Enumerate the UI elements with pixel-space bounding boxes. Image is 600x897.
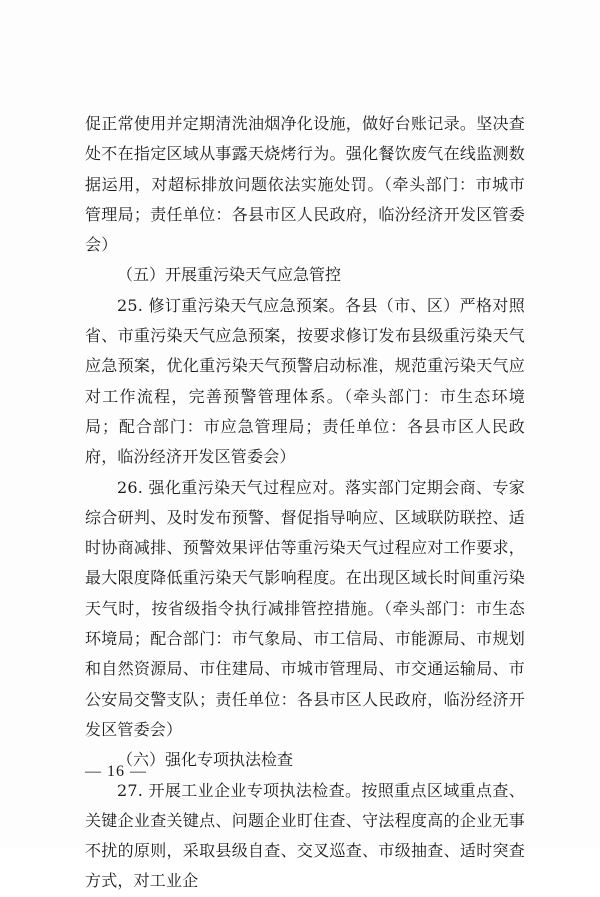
paragraph-item-26: 26. 强化重污染天气过程应对。落实部门定期会商、专家综合研判、及时发布预警、督促指导响应、区域联防联控、适时协商减排、预警效果评估等重污染天气过程应对工作要求，最大限度降低重污染天气影响程度。在出现区域长时间重污染天气时，按省级指令执行减排管控措施。（牵头部门：市生态环境局；配合部门：市气象局、市工信局、市能源局、市规划和自然资源局、市住建局、市城市管理局、市交通运输局、市公安局交警支队；责任单位：各县市区人民政府，临汾经济开发区管委会） — [85, 477, 525, 739]
paragraph-item-27: 27. 开展工业企业专项执法检查。按照重点区域重点查、关键企业查关键点、问题企业盯住查、守法程度高的企业无事不扰的原则，采取县级自查、交叉巡查、市级抽查、适时突查方式，对工业企 — [85, 780, 525, 891]
paragraph-restaurant-fumes: 促正常使用并定期清洗油烟净化设施，做好台账记录。坚决查处不在指定区域从事露天烧烤行为。强化餐饮废气在线监测数据运用，对超标排放问题依法实施处罚。（牵头部门：市城市管理局；责任单位：各县市区人民政府，临汾经济开发区管委会） — [85, 114, 525, 255]
paragraph-item-25: 25. 修订重污染天气应急预案。各县（市、区）严格对照省、市重污染天气应急预案，按要求修订发布县级重污染天气应急预案，优化重污染天气预警启动标准，规范重污染天气应对工作流程，完善预警管理体系。（牵头部门：市生态环境局；配合部门：市应急管理局；责任单位：各县市区人民政府，临汾经济开发区管委会） — [85, 295, 525, 467]
section-heading-5: （五）开展重污染天气应急管控 — [117, 265, 342, 285]
section-heading-6: （六）强化专项执法检查 — [117, 750, 294, 770]
page-number: — 16 — — [85, 763, 147, 780]
document-body — [85, 109, 525, 897]
